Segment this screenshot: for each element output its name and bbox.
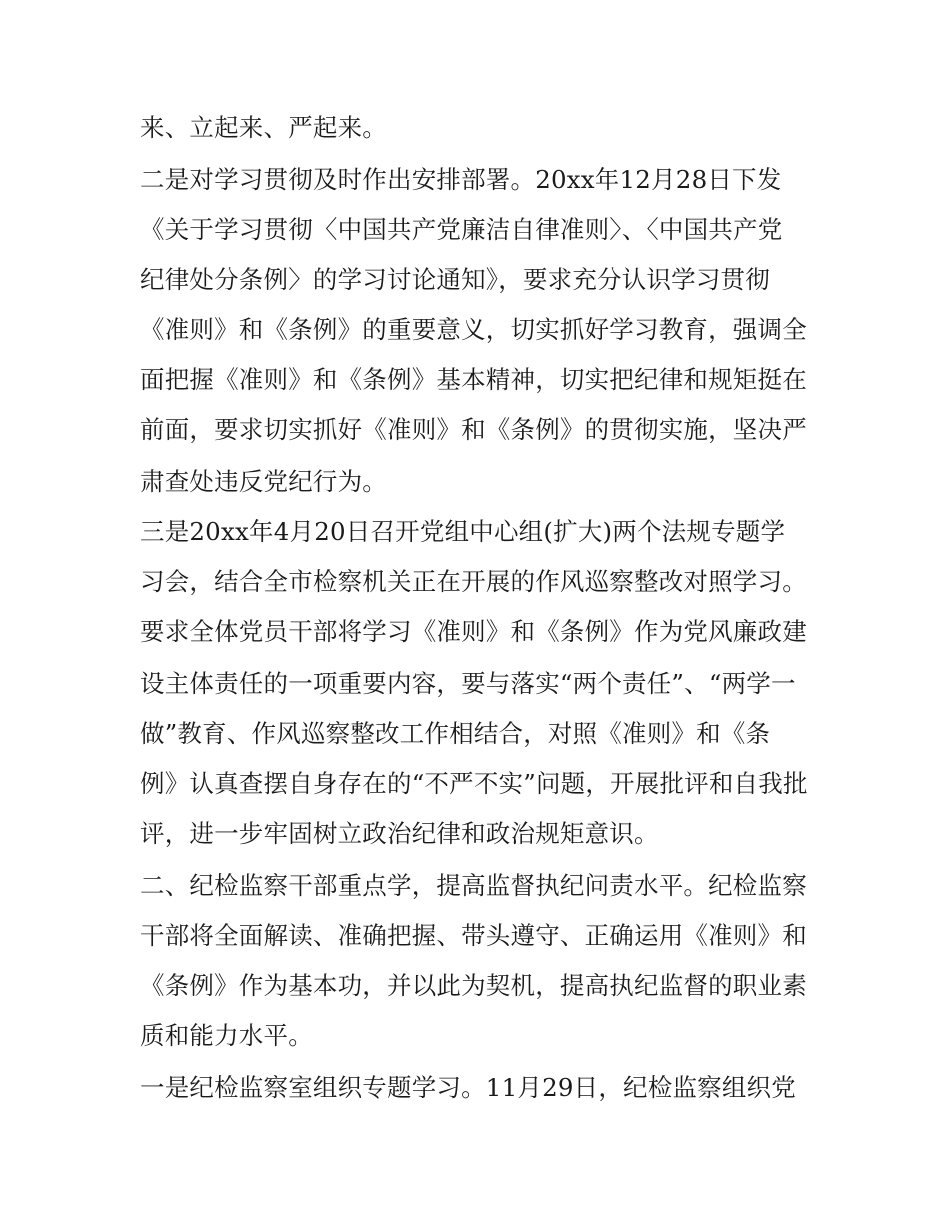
text-line: 设主体责任的一项重要内容，要与落实“两个责任”、“两学一 bbox=[140, 669, 796, 698]
text-line: 《准则》和《条例》的重要意义，切实抓好学习教育，强调全 bbox=[140, 315, 807, 344]
text-line: 评，进一步牢固树立政治纪律和政治规矩意识。 bbox=[140, 819, 659, 848]
text-line: 《关于学习贯彻〈中国共产党廉洁自律准则〉、〈中国共产党 bbox=[140, 215, 783, 244]
text-line: 质和能力水平。 bbox=[140, 1021, 313, 1050]
text-line: 二、纪检监察干部重点学，提高监督执纪问责水平。纪检监察 bbox=[140, 871, 807, 900]
text-line: 一是纪检监察室组织专题学习。11月29日，纪检监察组织党 bbox=[140, 1073, 796, 1102]
text-line: 干部将全面解读、准确把握、带头遵守、正确运用《准则》和 bbox=[140, 921, 807, 950]
text-line: 二是对学习贯彻及时作出安排部署。20xx年12月28日下发 bbox=[140, 165, 782, 194]
text-line: 肃查处违反党纪行为。 bbox=[140, 467, 387, 496]
text-line: 纪律处分条例〉的学习讨论通知》，要求充分认识学习贯彻 bbox=[140, 265, 770, 294]
text-line: 做”教育、作风巡察整改工作相结合，对照《准则》和《条 bbox=[140, 719, 771, 748]
text-line: 来、立起来、严起来。 bbox=[140, 113, 387, 142]
text-line: 面把握《准则》和《条例》基本精神，切实把纪律和规矩挺在 bbox=[140, 365, 807, 394]
text-line: 前面，要求切实抓好《准则》和《条例》的贯彻实施，坚决严 bbox=[140, 415, 807, 444]
text-line: 例》认真查摆自身存在的“不严不实”问题，开展批评和自我批 bbox=[140, 769, 808, 798]
text-line: 三是20xx年4月20日召开党组中心组(扩大)两个法规专题学 bbox=[140, 517, 786, 546]
text-line: 《条例》作为基本功，并以此为契机，提高执纪监督的职业素 bbox=[140, 971, 807, 1000]
text-line: 习会，结合全市检察机关正在开展的作风巡察整改对照学习。 bbox=[140, 567, 807, 596]
text-line: 要求全体党员干部将学习《准则》和《条例》作为党风廉政建 bbox=[140, 617, 807, 646]
